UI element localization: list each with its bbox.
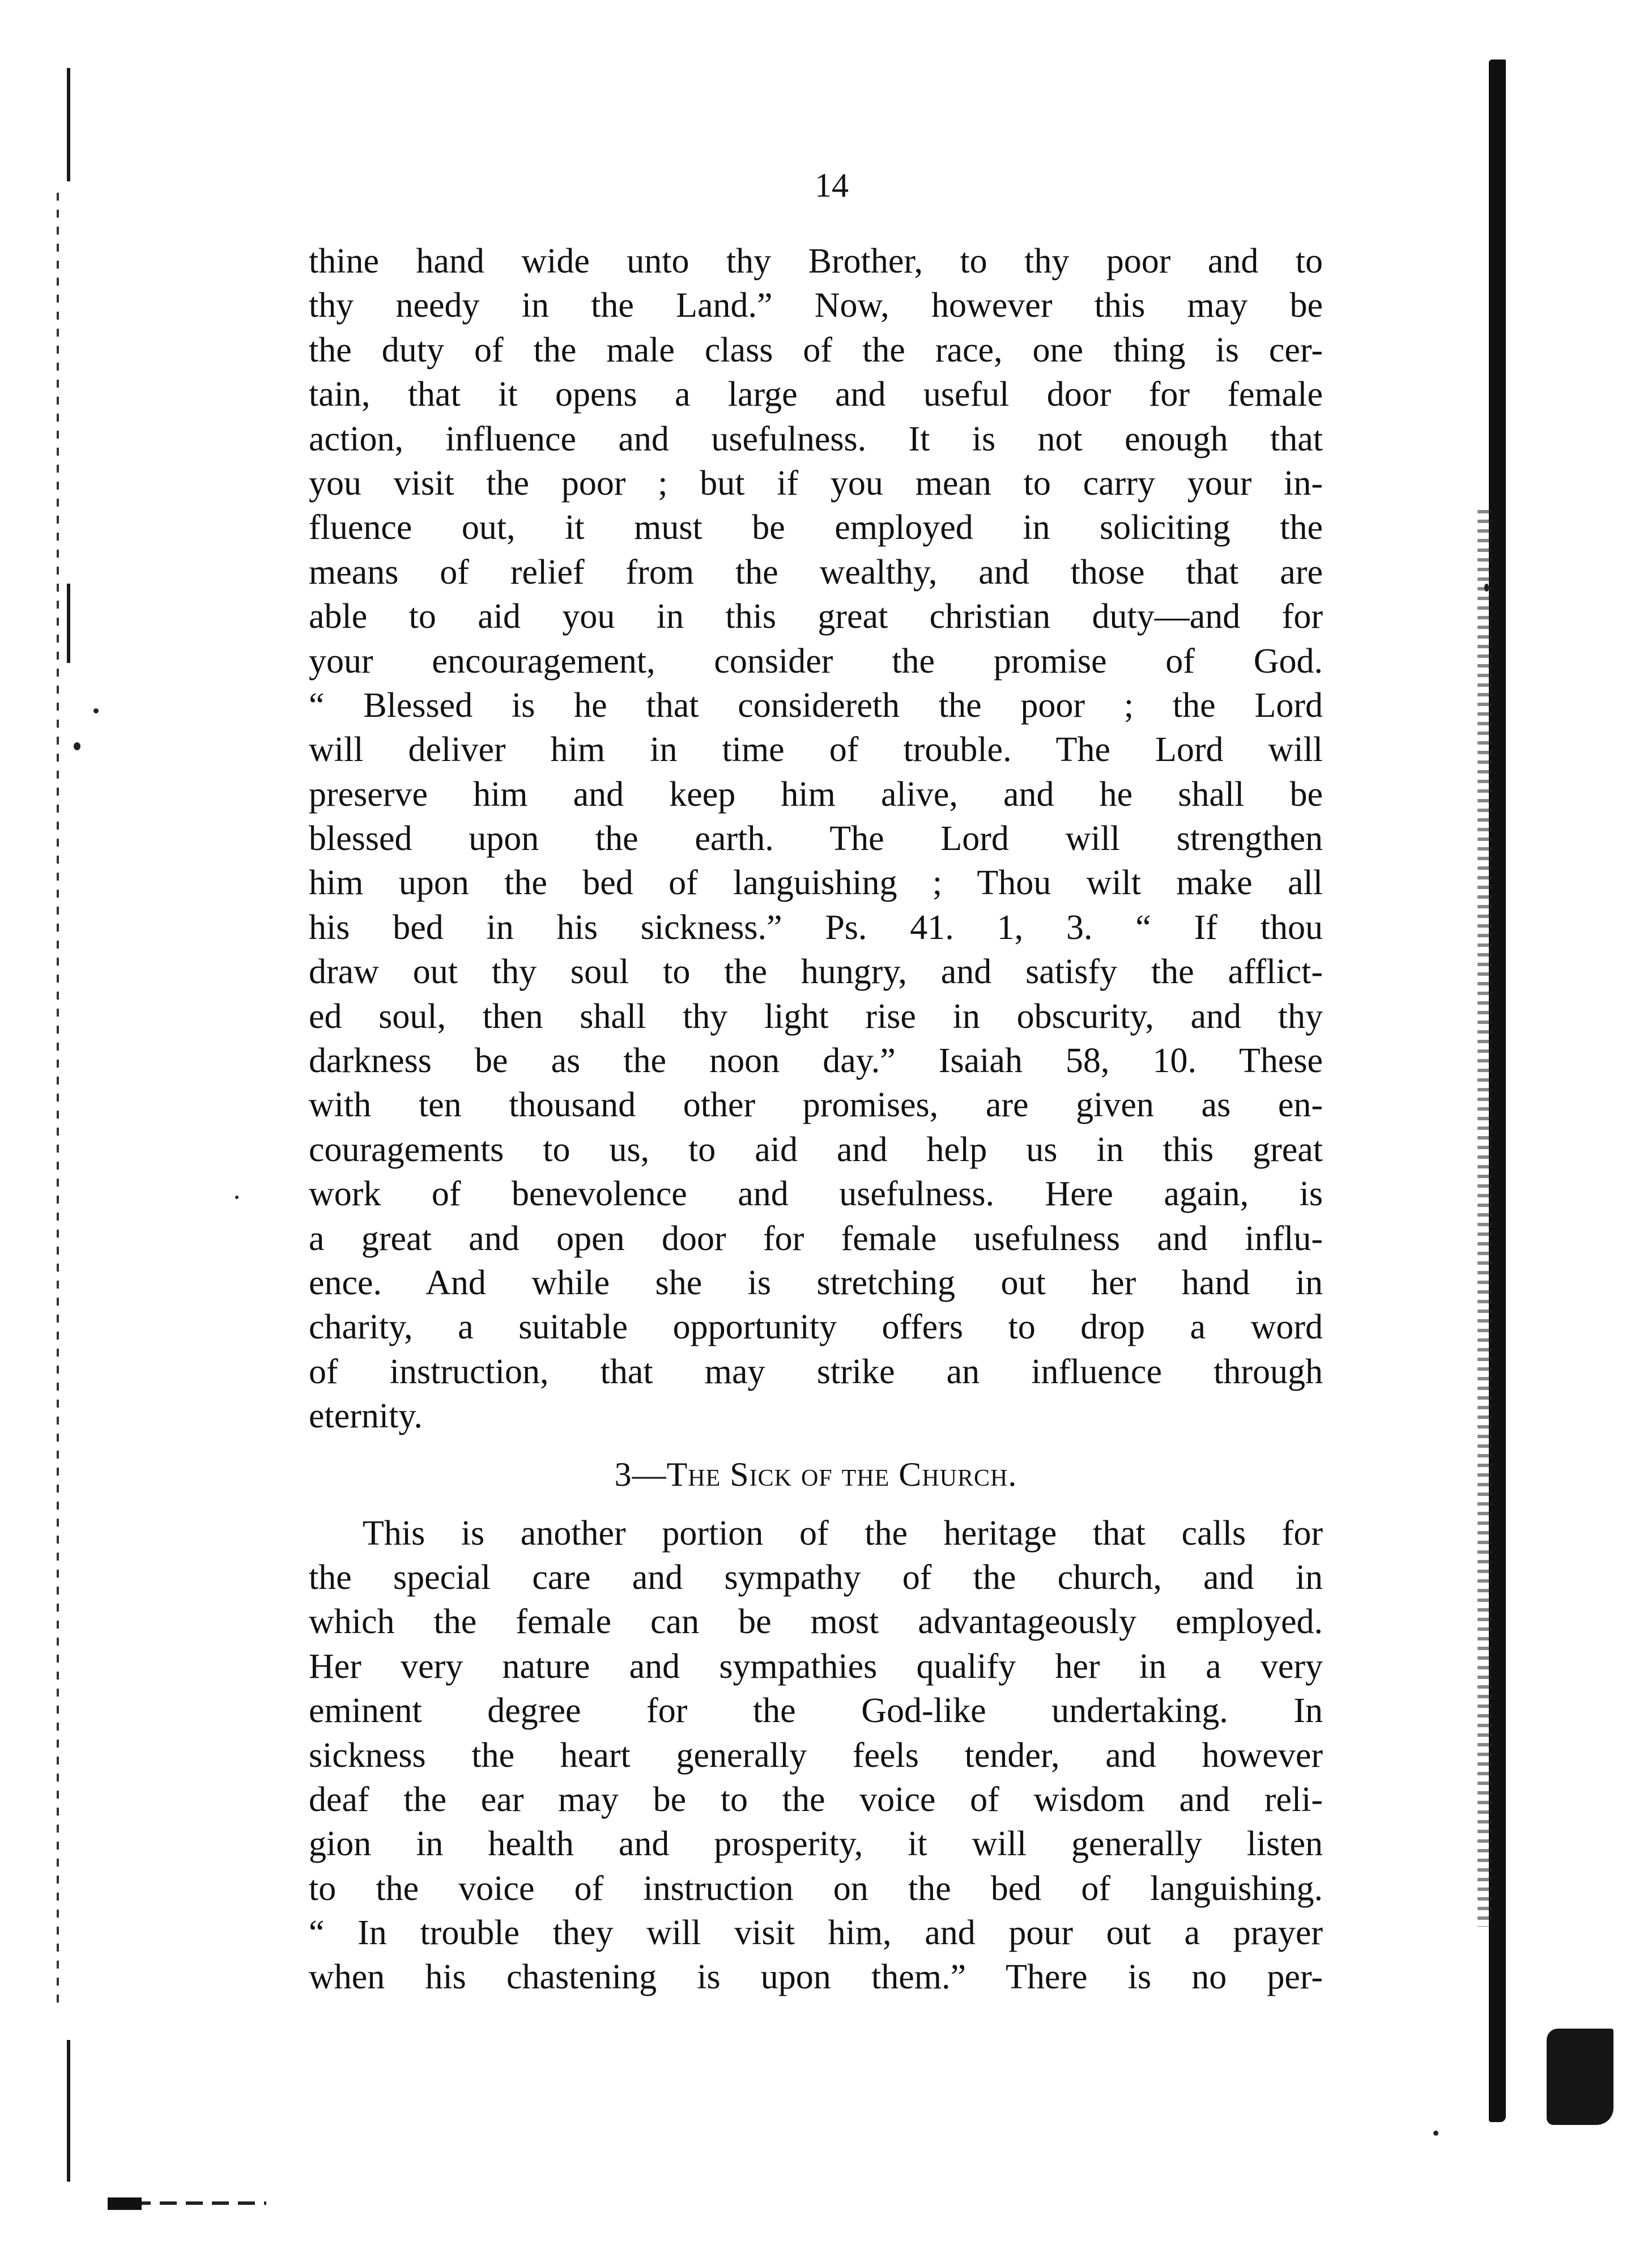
text-line: him upon the bed of languishing ; Thou wilt make all [309,864,1323,903]
scan-speck [235,1196,239,1199]
text-line: the duty of the male class of the race, one thing is cer- [309,330,1323,369]
text-line: work of benevolence and usefulness. Here again, is [309,1175,1323,1214]
text-line: able to aid you in this great christian duty—and for [309,597,1323,636]
binding-blot-bottom-right [1547,2029,1613,2125]
text-line: a great and open door for female usefulness and influ- [309,1219,1323,1258]
scan-speck [1433,2131,1438,2136]
text-line: Her very nature and sympathies qualify her in a very [309,1647,1323,1686]
left-margin-mark [67,2040,70,2182]
text-line: his bed in his sickness.” Ps. 41. 1, 3. “ If thou [309,908,1323,947]
text-line: ence. And while she is stretching out her hand in [309,1263,1323,1302]
body-text [309,239,1323,2000]
text-line: sickness the heart generally feels tender, and however [309,1736,1323,1775]
bottom-margin-blot [108,2197,142,2210]
section-title: The Sick of the Church. [666,1455,1017,1493]
left-margin-dashes [57,193,59,2006]
text-line: blessed upon the earth. The Lord will strengthen [309,819,1323,858]
left-margin-mark [67,68,70,181]
text-line: “ In trouble they will visit him, and pour out a prayer [309,1914,1323,1953]
section-number: 3— [614,1455,667,1493]
scan-speck [93,708,99,713]
paragraph-continuation [309,239,1323,1439]
text-line: darkness be as the noon day.” Isaiah 58, 10. These [309,1042,1323,1081]
text-line: action, influence and usefulness. It is not enough that [309,419,1323,458]
binding-edge-texture [1478,510,1492,1927]
text-line: eminent degree for the God-like undertaking. In [309,1691,1323,1731]
text-line: of instruction, that may strike an influence through [309,1352,1323,1391]
text-line: draw out thy soul to the hungry, and satisfy the afflict- [309,953,1323,992]
text-line: preserve him and keep him alive, and he shall be [309,775,1323,814]
text-line: This is another portion of the heritage that calls for [363,1514,1323,1553]
text-line: fluence out, it must be employed in soliciting the [309,508,1323,547]
text-line: eternity. [309,1397,423,1436]
text-line: will deliver him in time of trouble. The Lord will [309,730,1323,770]
page-number: 14 [815,167,849,204]
section-heading [309,1452,1323,1497]
text-line: means of relief from the wealthy, and those that are [309,552,1323,592]
text-line: to the voice of instruction on the bed of languishing. [309,1869,1323,1908]
text-line: with ten thousand other promises, are given as en- [309,1086,1323,1125]
text-line: ed soul, then shall thy light rise in obscurity, and thy [309,997,1323,1036]
text-line: your encouragement, consider the promise of God. [309,641,1323,681]
left-margin-mark [67,584,70,663]
text-line: charity, a suitable opportunity offers to drop a word [309,1308,1323,1347]
text-line: thy needy in the Land.” Now, however this may be [309,286,1323,325]
text-line: tain, that it opens a large and useful door for female [309,375,1323,414]
text-line: when his chastening is upon them.” There is no per- [309,1958,1323,1997]
scan-speck [1484,584,1489,592]
text-line: you visit the poor ; but if you mean to carry your in- [309,464,1323,503]
text-line: which the female can be most advantageously employed. [309,1602,1323,1642]
text-line: deaf the ear may be to the voice of wisdom and reli- [309,1780,1323,1819]
paragraph-sick-of-church [309,1511,1323,2000]
text-line: “ Blessed is he that considereth the poor ; the Lord [309,686,1323,725]
scan-speck [74,742,80,750]
text-line: thine hand wide unto thy Brother, to thy poor and to [309,242,1323,280]
text-line: couragements to us, to aid and help us in this great [309,1130,1323,1169]
text-line: the special care and sympathy of the church, and in [309,1558,1323,1597]
text-line: gion in health and prosperity, it will generally listen [309,1825,1323,1864]
